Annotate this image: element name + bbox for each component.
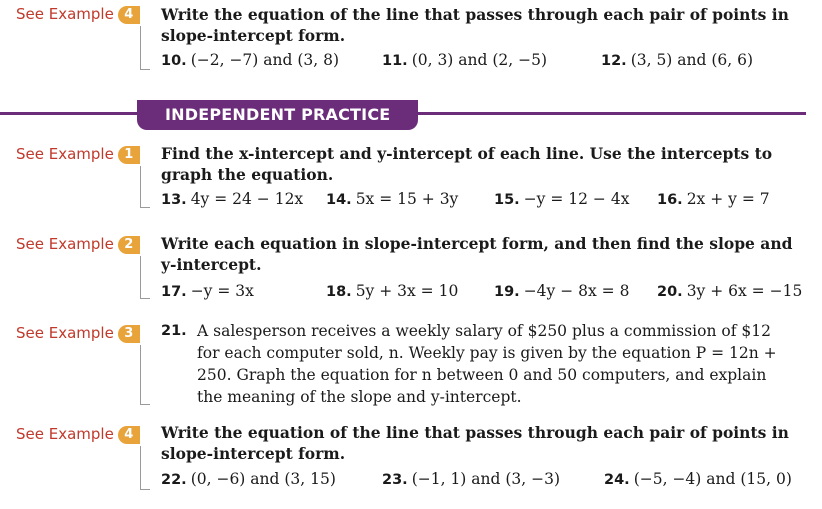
see-example-link[interactable] <box>16 235 140 254</box>
problem-text: 3y + 6x = −15 <box>686 282 803 300</box>
example-badge: 4 <box>118 426 140 444</box>
problem-20 <box>657 282 802 300</box>
problem-14 <box>326 190 458 208</box>
see-example-link[interactable] <box>16 425 140 444</box>
problem-number: 19. <box>494 284 520 300</box>
problem-number: 15. <box>494 192 520 208</box>
example-badge: 1 <box>118 146 140 164</box>
problem-number: 14. <box>326 192 352 208</box>
see-example-label: See Example <box>16 145 114 163</box>
problem-text: (0, 3) and (2, −5) <box>411 51 548 69</box>
problem-number: 20. <box>657 284 683 300</box>
see-example-label: See Example <box>16 324 114 342</box>
see-example-link[interactable] <box>16 324 140 343</box>
problem-text: 5x = 15 + 3y <box>355 190 459 208</box>
problem-number: 22. <box>161 472 187 488</box>
problem-number: 10. <box>161 53 187 69</box>
problem-text: (3, 5) and (6, 6) <box>630 51 754 69</box>
problem-text: A salesperson receives a weekly salary of $250 plus a commission of $12 for each computer sold, n. Weekly pay is given by the equation P = 12n + 250. Graph the equation for n between 0 and 50 computers, and explain the meaning of the slope and y-intercept. <box>197 322 777 406</box>
problem-24 <box>604 470 792 488</box>
instruction-text: Write each equation in slope-intercept form, and then find the slope and y-intercept. <box>161 234 793 274</box>
section-bracket <box>140 166 150 208</box>
problem-number: 24. <box>604 472 630 488</box>
problem-10 <box>161 51 339 69</box>
problem-number: 21. <box>161 323 187 339</box>
problem-19 <box>494 282 629 300</box>
problem-number: 12. <box>601 53 627 69</box>
problem-text: (−2, −7) and (3, 8) <box>190 51 340 69</box>
problem-text: −y = 3x <box>190 282 254 300</box>
problem-text: 5y + 3x = 10 <box>355 282 459 300</box>
problem-text: (0, −6) and (3, 15) <box>190 470 336 488</box>
instruction-text: Write the equation of the line that passes through each pair of points in slope-intercept form. <box>161 5 789 45</box>
see-example-label: See Example <box>16 425 114 443</box>
problem-13 <box>161 190 303 208</box>
problem-number: 23. <box>382 472 408 488</box>
section-bracket <box>140 256 150 299</box>
problem-22 <box>161 470 336 488</box>
problem-12 <box>601 51 753 69</box>
problem-number: 11. <box>382 53 408 69</box>
problem-number: 18. <box>326 284 352 300</box>
problem-23 <box>382 470 560 488</box>
instruction-text: Write the equation of the line that passes through each pair of points in slope-intercept form. <box>161 423 789 463</box>
problem-text: (−5, −4) and (15, 0) <box>633 470 792 488</box>
problem-number: 13. <box>161 192 187 208</box>
problem-number: 17. <box>161 284 187 300</box>
problem-15 <box>494 190 629 208</box>
see-example-label: See Example <box>16 5 114 23</box>
problem-18 <box>326 282 458 300</box>
problem-number: 16. <box>657 192 683 208</box>
problem-11 <box>382 51 547 69</box>
problem-text: −4y − 8x = 8 <box>523 282 630 300</box>
see-example-link[interactable] <box>16 5 140 24</box>
example-badge: 2 <box>118 236 140 254</box>
section-bracket <box>140 345 150 405</box>
see-example-link[interactable] <box>16 145 140 164</box>
instruction-text: Find the x-intercept and y-intercept of each line. Use the intercepts to graph the equation. <box>161 144 773 184</box>
problem-17 <box>161 282 254 300</box>
independent-practice-header: INDEPENDENT PRACTICE <box>147 100 408 130</box>
section-bracket <box>140 26 150 70</box>
section-bracket <box>140 446 150 490</box>
example-badge: 3 <box>118 325 140 343</box>
problem-16 <box>657 190 770 208</box>
problem-text: −y = 12 − 4x <box>523 190 630 208</box>
see-example-label: See Example <box>16 235 114 253</box>
problem-text: 4y = 24 − 12x <box>190 190 304 208</box>
problem-text: (−1, 1) and (3, −3) <box>411 470 561 488</box>
problem-text: 2x + y = 7 <box>686 190 770 208</box>
example-badge: 4 <box>118 6 140 24</box>
